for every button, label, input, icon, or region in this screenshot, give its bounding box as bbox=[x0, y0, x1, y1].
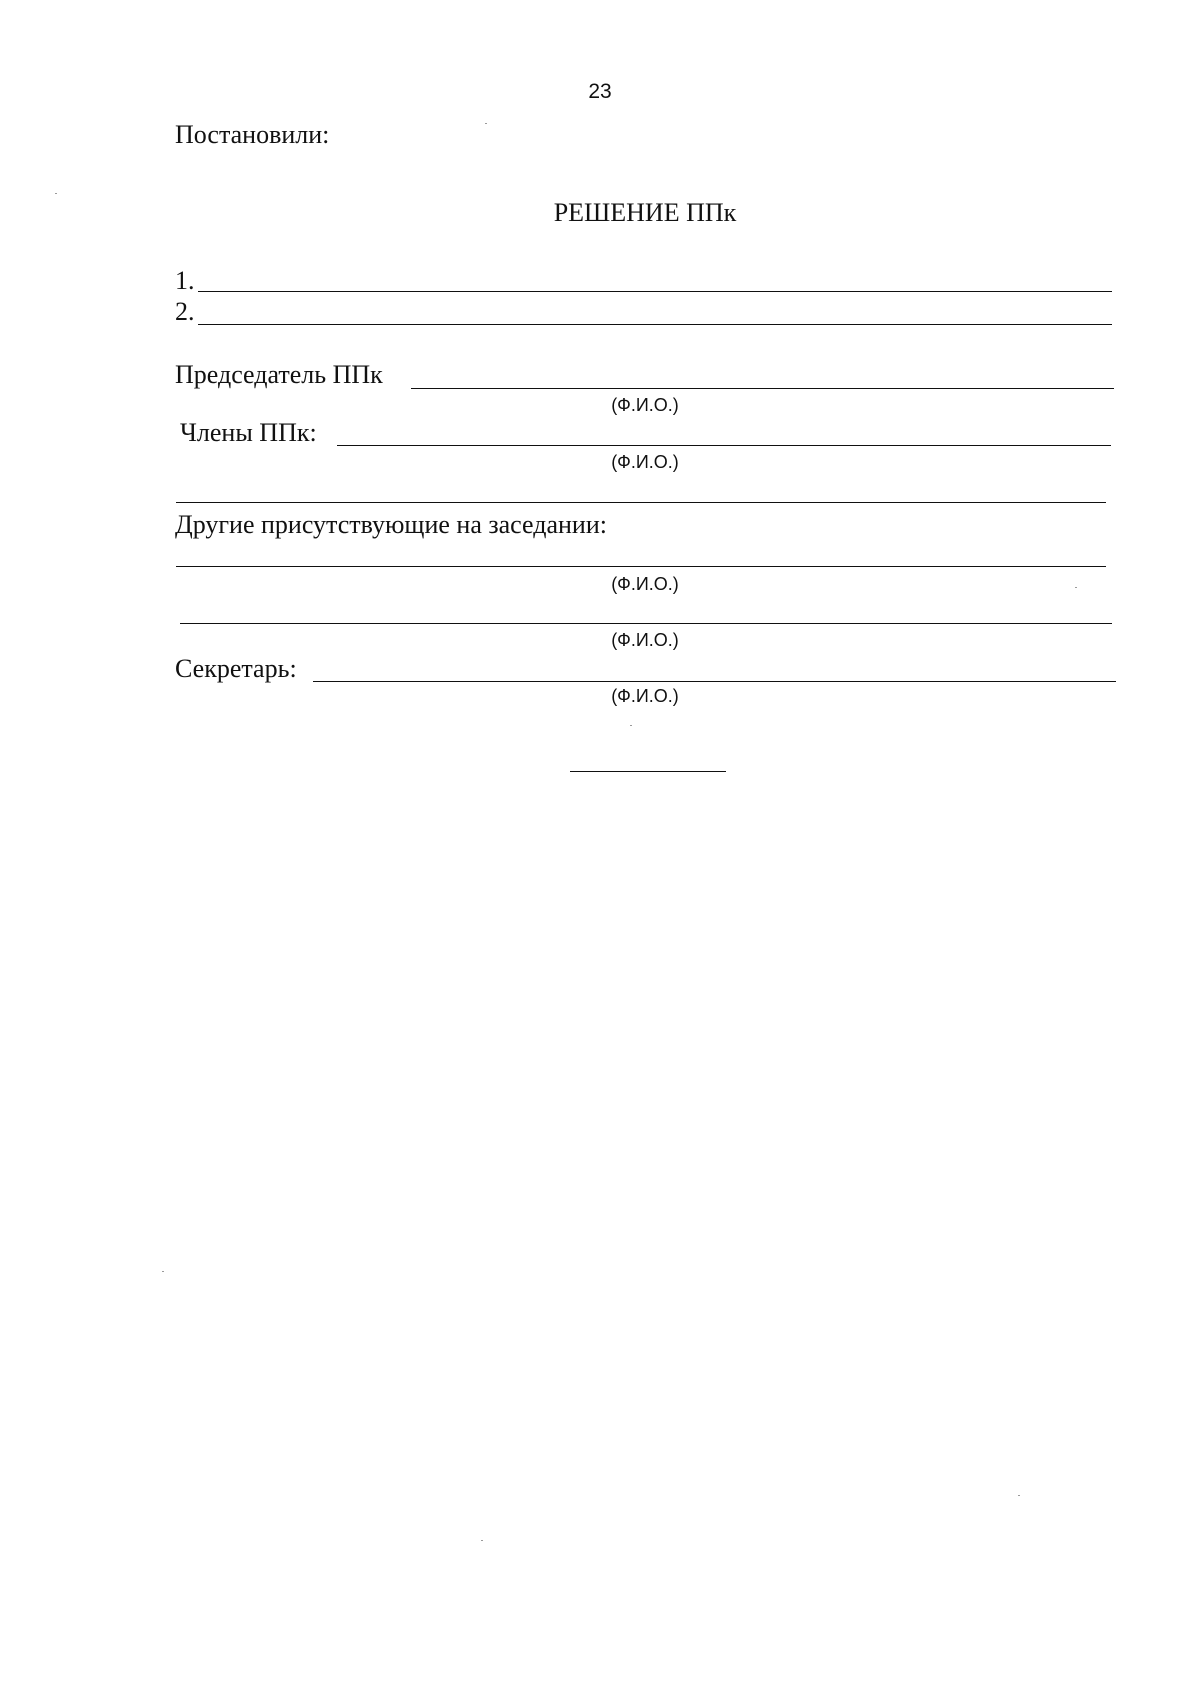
members-name-caption: (Ф.И.О.) bbox=[611, 452, 679, 472]
others-name-caption-1: (Ф.И.О.) bbox=[611, 574, 679, 594]
closing-separator bbox=[570, 771, 726, 772]
scan-speck bbox=[162, 1271, 164, 1272]
chairman-label: Председатель ППк bbox=[175, 360, 383, 389]
page-number: 23 bbox=[588, 80, 612, 103]
decision-item-1-number: 1. bbox=[175, 266, 195, 295]
scan-speck bbox=[630, 725, 632, 726]
decision-item-1-line bbox=[198, 291, 1112, 292]
scan-speck bbox=[1018, 1495, 1020, 1496]
secretary-signature-line bbox=[313, 681, 1116, 682]
chairman-name-caption: (Ф.И.О.) bbox=[611, 395, 679, 415]
decision-item-2-line bbox=[198, 324, 1112, 325]
members-signature-line bbox=[337, 445, 1111, 446]
secretary-name-caption: (Ф.И.О.) bbox=[611, 686, 679, 706]
chairman-signature-line bbox=[411, 388, 1114, 389]
decision-item-2-number: 2. bbox=[175, 297, 195, 326]
members-label: Члены ППк: bbox=[180, 418, 317, 447]
decision-heading: РЕШЕНИЕ ППк bbox=[553, 198, 737, 227]
members-extra-line bbox=[176, 502, 1106, 503]
others-line-2 bbox=[180, 623, 1112, 624]
scan-speck bbox=[55, 193, 57, 194]
others-label: Другие присутствующие на заседании: bbox=[175, 510, 607, 539]
secretary-label: Секретарь: bbox=[175, 654, 297, 683]
scan-speck bbox=[485, 123, 487, 124]
resolved-label: Постановили: bbox=[175, 120, 330, 149]
others-line-1 bbox=[176, 566, 1106, 567]
scan-speck bbox=[481, 1540, 483, 1541]
others-name-caption-2: (Ф.И.О.) bbox=[611, 630, 679, 650]
scan-speck bbox=[1075, 587, 1077, 588]
